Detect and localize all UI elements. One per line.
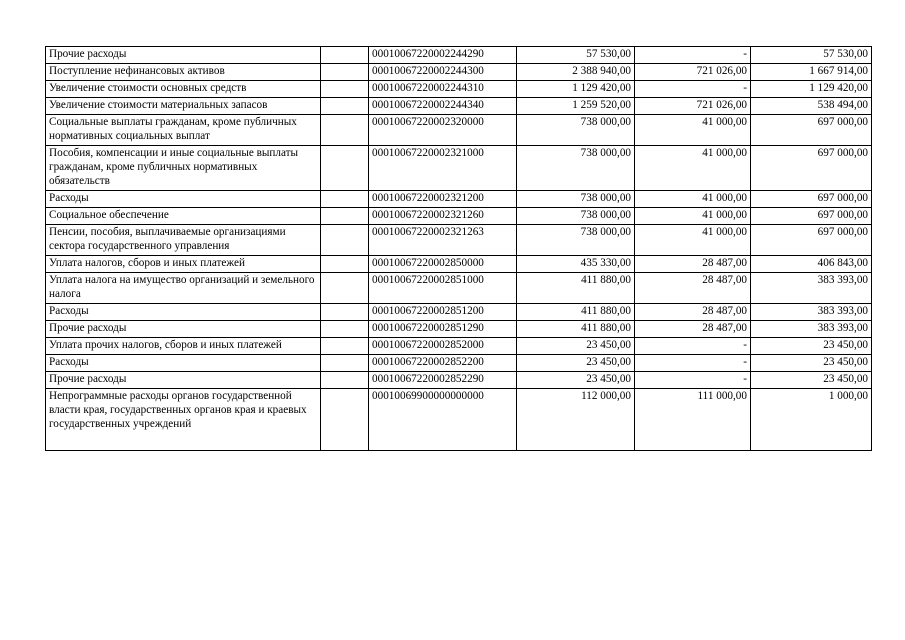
row-executed-cell: - [635, 372, 751, 389]
row-unexecuted-cell: 23 450,00 [751, 338, 872, 355]
table-row [46, 256, 872, 273]
row-code-cell: 00010067220002244340 [369, 98, 517, 115]
row-unexecuted-cell: 1 667 914,00 [751, 64, 872, 81]
row-executed-cell: - [635, 338, 751, 355]
row-unexecuted-cell: 1 000,00 [751, 389, 872, 451]
row-name-cell: Уплата прочих налогов, сборов и иных платежей [46, 338, 321, 355]
row-code-cell: 00010067220002852290 [369, 372, 517, 389]
row-approved-cell: 1 259 520,00 [517, 98, 635, 115]
row-unexecuted-cell: 1 129 420,00 [751, 81, 872, 98]
table-row [46, 304, 872, 321]
row-executed-cell: 41 000,00 [635, 225, 751, 256]
budget-execution-table [45, 46, 872, 451]
row-name-cell: Социальные выплаты гражданам, кроме публичных нормативных социальных выплат [46, 115, 321, 146]
row-approved-cell: 411 880,00 [517, 321, 635, 338]
row-executed-cell: - [635, 47, 751, 64]
row-executed-cell: 28 487,00 [635, 256, 751, 273]
row-code-cell: 00010067220002244310 [369, 81, 517, 98]
row-code-cell: 00010067220002851200 [369, 304, 517, 321]
row-empty-cell [321, 47, 369, 64]
row-name-cell: Расходы [46, 355, 321, 372]
row-unexecuted-cell: 23 450,00 [751, 372, 872, 389]
row-empty-cell [321, 321, 369, 338]
row-empty-cell [321, 98, 369, 115]
row-unexecuted-cell: 406 843,00 [751, 256, 872, 273]
row-approved-cell: 1 129 420,00 [517, 81, 635, 98]
row-unexecuted-cell: 57 530,00 [751, 47, 872, 64]
row-executed-cell: 41 000,00 [635, 115, 751, 146]
table-row [46, 208, 872, 225]
table-row [46, 389, 872, 451]
table-row [46, 355, 872, 372]
row-name-cell: Увеличение стоимости материальных запасов [46, 98, 321, 115]
row-empty-cell [321, 208, 369, 225]
row-approved-cell: 411 880,00 [517, 273, 635, 304]
table-body [46, 47, 872, 451]
row-name-cell: Пособия, компенсации и иные социальные выплаты гражданам, кроме публичных нормативных обязательств [46, 146, 321, 191]
row-approved-cell: 411 880,00 [517, 304, 635, 321]
row-empty-cell [321, 256, 369, 273]
row-approved-cell: 738 000,00 [517, 208, 635, 225]
row-executed-cell: 28 487,00 [635, 273, 751, 304]
table-row [46, 225, 872, 256]
table-row [46, 98, 872, 115]
table-row [46, 321, 872, 338]
row-code-cell: 00010067220002851000 [369, 273, 517, 304]
row-approved-cell: 23 450,00 [517, 355, 635, 372]
row-approved-cell: 738 000,00 [517, 146, 635, 191]
table-row [46, 338, 872, 355]
row-approved-cell: 738 000,00 [517, 191, 635, 208]
row-unexecuted-cell: 697 000,00 [751, 146, 872, 191]
row-empty-cell [321, 191, 369, 208]
row-executed-cell: - [635, 355, 751, 372]
row-empty-cell [321, 115, 369, 146]
row-approved-cell: 112 000,00 [517, 389, 635, 451]
row-code-cell: 00010067220002244300 [369, 64, 517, 81]
row-executed-cell: 41 000,00 [635, 191, 751, 208]
row-executed-cell: 721 026,00 [635, 64, 751, 81]
row-name-cell: Увеличение стоимости основных средств [46, 81, 321, 98]
row-empty-cell [321, 81, 369, 98]
row-empty-cell [321, 225, 369, 256]
row-unexecuted-cell: 697 000,00 [751, 115, 872, 146]
row-unexecuted-cell: 538 494,00 [751, 98, 872, 115]
row-unexecuted-cell: 383 393,00 [751, 273, 872, 304]
row-executed-cell: 41 000,00 [635, 146, 751, 191]
row-code-cell: 00010067220002321263 [369, 225, 517, 256]
table-row [46, 47, 872, 64]
row-unexecuted-cell: 383 393,00 [751, 321, 872, 338]
row-executed-cell: - [635, 81, 751, 98]
row-unexecuted-cell: 383 393,00 [751, 304, 872, 321]
row-name-cell: Уплата налогов, сборов и иных платежей [46, 256, 321, 273]
table-row [46, 115, 872, 146]
row-approved-cell: 738 000,00 [517, 115, 635, 146]
row-approved-cell: 57 530,00 [517, 47, 635, 64]
row-code-cell: 00010067220002850000 [369, 256, 517, 273]
row-executed-cell: 28 487,00 [635, 321, 751, 338]
row-name-cell: Пенсии, пособия, выплачиваемые организациями сектора государственного управления [46, 225, 321, 256]
row-approved-cell: 23 450,00 [517, 338, 635, 355]
table-row [46, 64, 872, 81]
row-empty-cell [321, 372, 369, 389]
row-code-cell: 00010067220002321000 [369, 146, 517, 191]
row-executed-cell: 41 000,00 [635, 208, 751, 225]
table-row [46, 146, 872, 191]
row-approved-cell: 23 450,00 [517, 372, 635, 389]
row-name-cell: Непрограммные расходы органов государственной власти края, государственных органов края и краевых государственных учреждений [46, 389, 321, 451]
row-code-cell: 00010067220002244290 [369, 47, 517, 64]
row-unexecuted-cell: 697 000,00 [751, 225, 872, 256]
row-approved-cell: 738 000,00 [517, 225, 635, 256]
row-code-cell: 00010067220002851290 [369, 321, 517, 338]
table-row [46, 372, 872, 389]
row-empty-cell [321, 146, 369, 191]
row-code-cell: 00010067220002321200 [369, 191, 517, 208]
row-code-cell: 00010067220002852000 [369, 338, 517, 355]
row-name-cell: Прочие расходы [46, 47, 321, 64]
row-name-cell: Прочие расходы [46, 321, 321, 338]
table-row [46, 273, 872, 304]
row-executed-cell: 28 487,00 [635, 304, 751, 321]
row-empty-cell [321, 64, 369, 81]
row-empty-cell [321, 389, 369, 451]
row-name-cell: Социальное обеспечение [46, 208, 321, 225]
row-code-cell: 00010067220002852200 [369, 355, 517, 372]
row-unexecuted-cell: 697 000,00 [751, 191, 872, 208]
row-name-cell: Расходы [46, 191, 321, 208]
row-name-cell: Прочие расходы [46, 372, 321, 389]
row-empty-cell [321, 355, 369, 372]
row-empty-cell [321, 338, 369, 355]
row-code-cell: 00010069900000000000 [369, 389, 517, 451]
row-name-cell: Уплата налога на имущество организаций и земельного налога [46, 273, 321, 304]
row-name-cell: Поступление нефинансовых активов [46, 64, 321, 81]
row-unexecuted-cell: 23 450,00 [751, 355, 872, 372]
table-row [46, 191, 872, 208]
row-name-cell: Расходы [46, 304, 321, 321]
row-approved-cell: 2 388 940,00 [517, 64, 635, 81]
table-row [46, 81, 872, 98]
row-code-cell: 00010067220002321260 [369, 208, 517, 225]
row-approved-cell: 435 330,00 [517, 256, 635, 273]
row-executed-cell: 111 000,00 [635, 389, 751, 451]
row-empty-cell [321, 273, 369, 304]
row-code-cell: 00010067220002320000 [369, 115, 517, 146]
row-executed-cell: 721 026,00 [635, 98, 751, 115]
row-unexecuted-cell: 697 000,00 [751, 208, 872, 225]
row-empty-cell [321, 304, 369, 321]
